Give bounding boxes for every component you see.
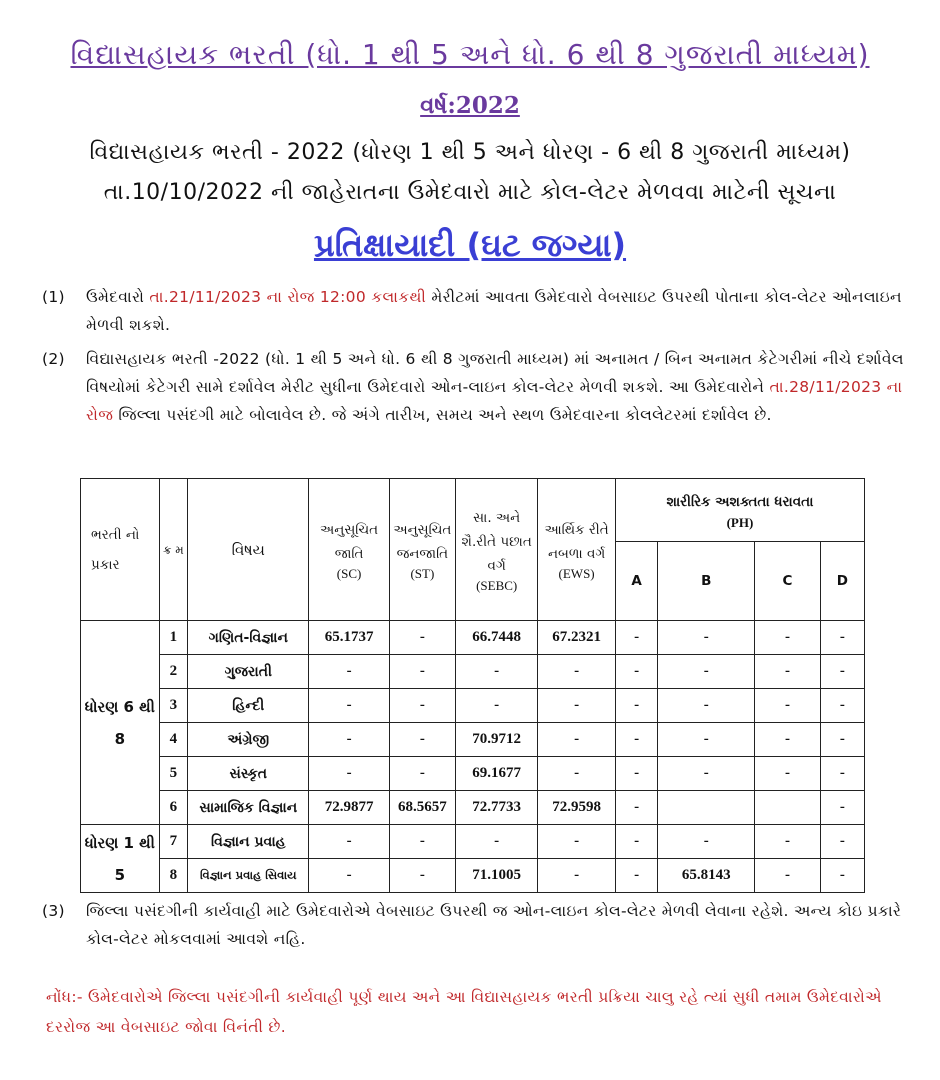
header-ph-d: D [820, 542, 864, 621]
table-row [81, 655, 865, 689]
cell-serial: 4 [159, 723, 187, 757]
cell-serial: 1 [159, 621, 187, 655]
cell-a: - [615, 757, 657, 791]
cell-c: - [755, 655, 820, 689]
instruction-number: (1) [42, 288, 65, 306]
cell-c: - [755, 859, 820, 893]
cell-subject: વિજ્ઞાન પ્રવાહ [188, 825, 309, 859]
cell-sc: 72.9877 [309, 791, 389, 825]
cell-ews: - [538, 859, 616, 893]
cell-serial: 5 [159, 757, 187, 791]
table-row [81, 621, 865, 655]
header-sebc-code: (SEBC) [476, 577, 518, 593]
cell-st: - [389, 723, 455, 757]
cell-b: 65.8143 [658, 859, 755, 893]
table-row [81, 825, 865, 859]
cell-st: - [389, 655, 455, 689]
header-ph [615, 479, 864, 542]
cell-serial: 6 [159, 791, 187, 825]
header-st-code: (ST) [410, 565, 435, 581]
table-row [81, 757, 865, 791]
cell-sebc: - [456, 655, 538, 689]
instruction-number: (2) [42, 350, 65, 368]
header-subject: વિષય [188, 479, 309, 621]
cell-d: - [820, 791, 864, 825]
cell-b: - [658, 757, 755, 791]
header-ph-label: શારીરિક અશક્તતા ધરાવતા [666, 494, 814, 510]
cell-serial: 3 [159, 689, 187, 723]
cell-c [755, 791, 820, 825]
cell-subject: ગુજરાતી [188, 655, 309, 689]
cell-st: - [389, 621, 455, 655]
cell-b: - [658, 723, 755, 757]
cell-subject: હિન્દી [188, 689, 309, 723]
cell-b [658, 791, 755, 825]
instruction-text: ઉમેદવારો [86, 288, 150, 306]
cell-sebc: 71.1005 [456, 859, 538, 893]
cell-serial: 8 [159, 859, 187, 893]
cell-st: - [389, 859, 455, 893]
cell-sc: 65.1737 [309, 621, 389, 655]
cell-sc: - [309, 689, 389, 723]
cell-b: - [658, 621, 755, 655]
cell-sc: - [309, 757, 389, 791]
cell-d: - [820, 689, 864, 723]
note-text: નોંધ:- ઉમેદવારોએ જિલ્લા પસંદગીની કાર્યવાહી પૂર્ણ થાય અને આ વિદ્યાસહાયક ભરતી પ્રક્રિયા ચાલુ રહે ત્યાં સુધી તમામ ઉમેદવારોએ દરરોજ આ વેબસાઇટ જોવા વિનંતી છે. [46, 988, 882, 1036]
cell-subject: સંસ્કૃત [188, 757, 309, 791]
cell-sebc: - [456, 689, 538, 723]
waitlist-heading: પ્રતિક્ષાયાદી (ઘટ જગ્યા) [313, 226, 627, 264]
cell-ews: 72.9598 [538, 791, 616, 825]
cell-serial: 7 [159, 825, 187, 859]
highlight-date: તા.28/11/2023 ના રોજ [86, 378, 903, 424]
cell-serial: 2 [159, 655, 187, 689]
cell-ews: - [538, 689, 616, 723]
cell-c: - [755, 757, 820, 791]
cell-d: - [820, 655, 864, 689]
cell-d: - [820, 825, 864, 859]
instruction-3 [42, 897, 916, 953]
header-recruitment-type: ભરતી નો પ્રકાર [81, 479, 160, 621]
cell-b: - [658, 825, 755, 859]
cell-d: - [820, 859, 864, 893]
instruction-text: વિદ્યાસહાયક ભરતી -2022 (ધો. 1 થી 5 અને ધો. 6 થી 8 ગુજરાતી માધ્યમ) માં અનામત / બિન અનામત કેટેગરીમાં નીચે દર્શાવેલ વિષયોમાં કેટેગરી સામે દર્શાવેલ મેરીટ સુધીના ઉમેદવારો ઓન-લાઇન કોલ-લેટર મેળવી શકશે. આ ઉમેદવારોને [86, 350, 904, 396]
cell-subject: ગણિત-વિજ્ઞાન [188, 621, 309, 655]
table-row [81, 723, 865, 757]
cell-sc: - [309, 655, 389, 689]
notice-year: વર્ષ:2022 [420, 92, 520, 119]
cell-sc: - [309, 723, 389, 757]
instruction-2 [42, 345, 916, 429]
group-std-1-5: ધોરણ 1 થી 5 [81, 825, 160, 893]
cell-st: 68.5657 [389, 791, 455, 825]
cell-a: - [615, 825, 657, 859]
cell-a: - [615, 621, 657, 655]
cell-c: - [755, 621, 820, 655]
cell-ews: - [538, 757, 616, 791]
cell-a: - [615, 723, 657, 757]
cell-a: - [615, 791, 657, 825]
cell-ews: 67.2321 [538, 621, 616, 655]
cell-c: - [755, 723, 820, 757]
table-row [81, 689, 865, 723]
header-sc [309, 479, 389, 621]
instruction-number: (3) [42, 902, 65, 920]
cell-ews: - [538, 825, 616, 859]
cell-ews: - [538, 655, 616, 689]
cell-d: - [820, 621, 864, 655]
instruction-text: જિલ્લા પસંદગી માટે બોલાવેલ છે. જે અંગે તારીખ, સમય અને સ્થળ ઉમેદવારના કોલલેટરમાં દર્શાવેલ છે. [113, 406, 772, 424]
cell-sebc: - [456, 825, 538, 859]
table-row [81, 791, 865, 825]
header-ews-label: આર્થિક રીતે નબળા વર્ગ [544, 521, 609, 562]
group-std-6-8: ધોરણ 6 થી 8 [81, 621, 160, 825]
header-ph-code: (PH) [726, 515, 754, 530]
cell-sebc: 66.7448 [456, 621, 538, 655]
cell-ews: - [538, 723, 616, 757]
instruction-1 [42, 283, 916, 339]
cell-d: - [820, 723, 864, 757]
cell-sebc: 72.7733 [456, 791, 538, 825]
cell-a: - [615, 689, 657, 723]
header-sc-label: અનુસૂચિત જાતિ [320, 521, 379, 562]
header-ph-a: A [615, 542, 657, 621]
cell-c: - [755, 689, 820, 723]
cell-st: - [389, 757, 455, 791]
cell-st: - [389, 689, 455, 723]
header-st-label: અનુસૂચિત જનજાતિ [393, 521, 452, 562]
header-sebc-label: સા. અને શૈ.રીતે પછાત વર્ગ [461, 509, 532, 574]
cell-c: - [755, 825, 820, 859]
header-ph-b: B [658, 542, 755, 621]
notice-title: વિદ્યાસહાયક ભરતી (ધો. 1 થી 5 અને ધો. 6 થી 8 ગુજરાતી માધ્યમ) [70, 38, 870, 71]
cell-sebc: 70.9712 [456, 723, 538, 757]
cell-subject: સામાજિક વિજ્ઞાન [188, 791, 309, 825]
cell-b: - [658, 655, 755, 689]
cell-sc: - [309, 825, 389, 859]
instruction-text: જિલ્લા પસંદગીની કાર્યવાહી માટે ઉમેદવારોએ વેબસાઇટ ઉપરથી જ ઓન-લાઇન કોલ-લેટર મેળવી લેવાના રહેશે. અન્ય કોઇ પ્રકારે કોલ-લેટર મોકલવામાં આવશે નહિ. [86, 902, 902, 948]
header-st [389, 479, 455, 621]
cell-d: - [820, 757, 864, 791]
header-ph-c: C [755, 542, 820, 621]
cell-a: - [615, 859, 657, 893]
header-serial: ક્ર મ [159, 479, 187, 621]
notice-subtitle: વિદ્યાસહાયક ભરતી - 2022 (ધોરણ 1 થી 5 અને ધોરણ - 6 થી 8 ગુજરાતી માધ્યમ) [89, 140, 851, 165]
merit-table [80, 478, 865, 893]
instruction-text: મેરીટમાં આવતા ઉમેદવારો વેબસાઇટ ઉપરથી પોતાના કોલ-લેટર ઓનલાઇન મેળવી શકશે. [86, 288, 902, 334]
header-sc-code: (SC) [336, 565, 362, 581]
cell-a: - [615, 655, 657, 689]
header-sebc [456, 479, 538, 621]
cell-sc: - [309, 859, 389, 893]
notice-subtitle-2: તા.10/10/2022 ની જાહેરાતના ઉમેદવારો માટે કોલ-લેટર મેળવવા માટેની સૂચના [103, 180, 837, 205]
highlight-date: તા.21/11/2023 ના રોજ 12:00 કલાકથી [149, 288, 427, 306]
table-row [81, 859, 865, 893]
cell-sebc: 69.1677 [456, 757, 538, 791]
cell-st: - [389, 825, 455, 859]
header-ews [538, 479, 616, 621]
cell-subject: વિજ્ઞાન પ્રવાહ સિવાય [188, 859, 309, 893]
cell-subject: અંગ્રેજી [188, 723, 309, 757]
cell-b: - [658, 689, 755, 723]
header-ews-code: (EWS) [558, 565, 595, 581]
